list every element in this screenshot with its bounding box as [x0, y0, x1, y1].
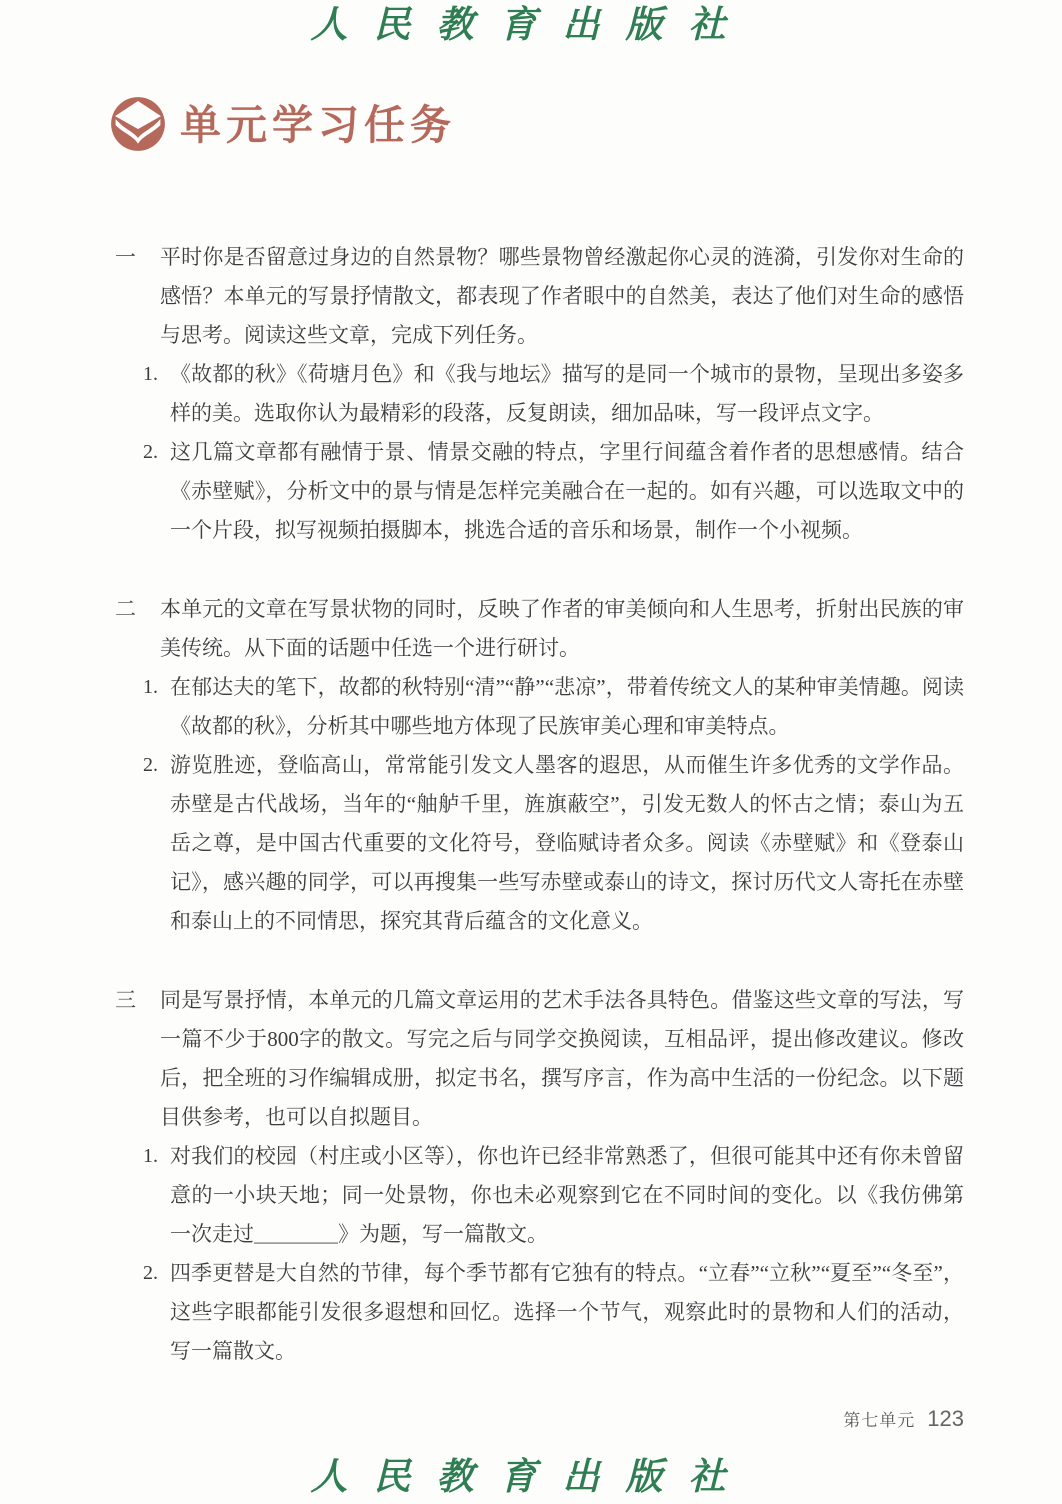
list-item-number: 2.	[143, 441, 158, 463]
list-item-text: 四季更替是大自然的节律，每个季节都有它独有的特点。“立春”“立秋”“夏至”“冬至”，这些字眼都能引发很多遐想和回忆。选择一个节气，观察此时的景物和人们的活动，写一篇散文。	[170, 1261, 964, 1363]
section-intro: 平时你是否留意过身边的自然景物？哪些景物曾经激起你心灵的涟漪，引发你对生命的感悟？本单元的写景抒情散文，都表现了作者眼中的自然美，表达了他们对生命的感悟与思考。阅读这些文章，完成下列任务。	[160, 245, 964, 347]
section-1	[115, 238, 964, 550]
footer	[843, 1406, 964, 1432]
section-body	[143, 590, 964, 941]
section-marker: 三	[115, 988, 136, 1012]
section-marker: 二	[115, 597, 136, 621]
list-item-text: 在郁达夫的笔下，故都的秋特别“清”“静”“悲凉”，带着传统文人的某种审美情趣。阅读《故都的秋》，分析其中哪些地方体现了民族审美心理和审美特点。	[170, 675, 964, 738]
section-intro: 同是写景抒情，本单元的几篇文章运用的艺术手法各具特色。借鉴这些文章的写法，写一篇不少于800字的散文。写完之后与同学交换阅读，互相品评，提出修改建议。修改后，把全班的习作编辑成册，拟定书名，撰写序言，作为高中生活的一份纪念。以下题目供参考，也可以自拟题目。	[160, 988, 964, 1129]
list-item	[143, 668, 964, 746]
list-item-text: 这几篇文章都有融情于景、情景交融的特点，字里行间蕴含着作者的思想感情。结合《赤壁赋》，分析文中的景与情是怎样完美融合在一起的。如有兴趣，可以选取文中的一个片段，拟写视频拍摄脚本，挑选合适的音乐和场景，制作一个小视频。	[170, 440, 964, 542]
list-item-number: 2.	[143, 754, 158, 776]
list-item-number: 1.	[143, 363, 158, 385]
section-3	[115, 981, 964, 1371]
section-body	[143, 981, 964, 1371]
sections	[115, 238, 964, 1411]
page-number: 123	[927, 1406, 964, 1431]
publisher-logo-top: 人民教育出版社	[310, 5, 752, 46]
section-2	[115, 590, 964, 941]
list-item-number: 1.	[143, 676, 158, 698]
section-marker: 一	[115, 245, 136, 269]
title-row	[110, 96, 456, 152]
list-item	[143, 433, 964, 550]
list-item-text: 游览胜迹，登临高山，常常能引发文人墨客的遐思，从而催生许多优秀的文学作品。赤壁是古代战场，当年的“舳舻千里，旌旗蔽空”，引发无数人的怀古之情；泰山为五岳之尊，是中国古代重要的文化符号，登临赋诗者众多。阅读《赤壁赋》和《登泰山记》，感兴趣的同学，可以再搜集一些写赤壁或泰山的诗文，探讨历代文人寄托在赤壁和泰山上的不同情思，探究其背后蕴含的文化意义。	[170, 753, 964, 933]
list-item-text: 对我们的校园（村庄或小区等），你也许已经非常熟悉了，但很可能其中还有你未曾留意的一小块天地；同一处景物，你也未必观察到它在不同时间的变化。以《我仿佛第一次走过＿＿＿＿》为题，写一篇散文。	[170, 1144, 964, 1246]
unit-label: 第七单元	[843, 1411, 916, 1430]
section-intro: 本单元的文章在写景状物的同时，反映了作者的审美倾向和人生思考，折射出民族的审美传统。从下面的话题中任选一个进行研讨。	[160, 597, 964, 660]
list-item	[143, 1254, 964, 1371]
list-item	[143, 1137, 964, 1254]
list-item-number: 2.	[143, 1262, 158, 1284]
list-item	[143, 746, 964, 941]
list-item	[143, 355, 964, 433]
list-item-number: 1.	[143, 1145, 158, 1167]
open-book-icon	[110, 96, 166, 152]
section-body	[143, 238, 964, 550]
page-title: 单元学习任务	[180, 101, 456, 148]
publisher-logo-bottom: 人民教育出版社	[310, 1457, 752, 1498]
list-item-text: 《故都的秋》《荷塘月色》和《我与地坛》描写的是同一个城市的景物，呈现出多姿多样的美。选取你认为最精彩的段落，反复朗读，细加品味，写一段评点文字。	[170, 362, 964, 425]
